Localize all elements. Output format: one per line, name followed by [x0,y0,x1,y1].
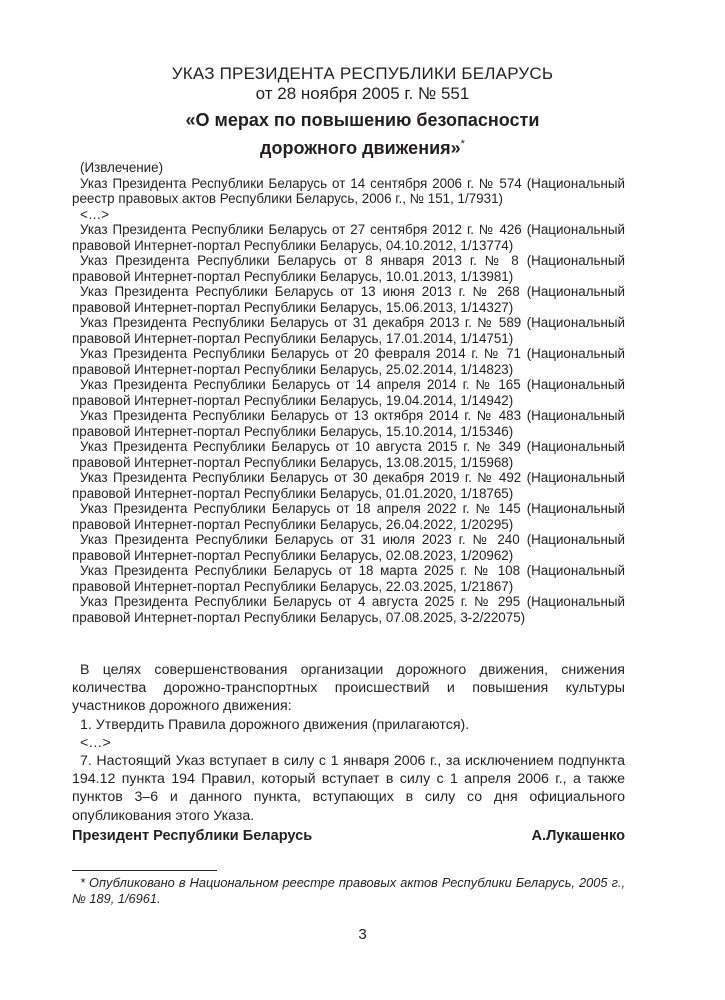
amendment-item: Указ Президента Республики Беларусь от 18 апреля 2022 г. № 145 (Национальный правовой Интернет-портал Республики Беларусь, 26.04.2022, 1/20295) [72,501,625,532]
decree-title-line-1: «О мерах по повышению безопасности [185,110,540,130]
extract-label: (Извлечение) [80,160,164,175]
amendment-item: Указ Президента Республики Беларусь от 8 января 2013 г. № 8 (Национальный правовой Интернет-портал Республики Беларусь, 10.01.2013, 1/13981) [72,253,625,284]
amendment-item: Указ Президента Республики Беларусь от 13 июня 2013 г. № 268 (Национальный правовой Интернет-портал Республики Беларусь, 15.06.2013, 1/14327) [72,284,625,315]
amendment-item: Указ Президента Республики Беларусь от 14 сентября 2006 г. № 574 (Национальный реестр правовых актов Республики Беларусь, 2006 г., № 151, 1/7931) [72,175,625,206]
omission-mark: <…> [80,206,110,222]
footnote: * Опубликовано в Национальном реестре правовых актов Республики Беларусь, 2005 г., № 189, 1/6961. [72,875,625,906]
decree-body [72,661,625,825]
omission-mark: <…> [80,734,111,751]
page-number: 3 [358,926,367,943]
signature-block [72,828,625,844]
amendment-item: Указ Президента Республики Беларусь от 20 февраля 2014 г. № 71 (Национальный правовой Интернет-портал Республики Беларусь, 25.02.2014, 1/14823) [72,346,625,377]
decree-title [0,108,725,160]
footnote-marker: * [460,138,465,150]
decree-item-7: 7. Настоящий Указ вступает в силу с 1 января 2006 г., за исключением подпункта 194.12 пункта 194 Правил, который вступает в силу с 1 апреля 2006 г., а также пунктов 3–6 и данного пункта, вступающих в силу со дня официального опубликования этого Указа. [72,753,625,824]
decree-heading: УКАЗ ПРЕЗИДЕНТА РЕСПУБЛИКИ БЕЛАРУСЬ [171,64,554,83]
amendment-item: Указ Президента Республики Беларусь от 18 марта 2025 г. № 108 (Национальный правовой Интернет-портал Республики Беларусь, 22.03.2025, 1/21867) [72,563,625,594]
amendment-item: Указ Президента Республики Беларусь от 10 августа 2015 г. № 349 (Национальный правовой Интернет-портал Республики Беларусь, 13.08.2015, 1/15968) [72,439,625,470]
amendment-item: Указ Президента Республики Беларусь от 4 августа 2025 г. № 295 (Национальный правовой Интернет-портал Республики Беларусь, 07.08.2025, 3-2/22075) [72,594,625,625]
amendment-item: Указ Президента Республики Беларусь от 31 июля 2023 г. № 240 (Национальный правовой Интернет-портал Республики Беларусь, 02.08.2023, 1/20962) [72,532,625,563]
decree-preamble: В целях совершенствования организации дорожного движения, снижения количества дорожно-транспортных происшествий и повышения культуры участников дорожного движения: [72,662,625,715]
amendment-item: Указ Президента Республики Беларусь от 30 декабря 2019 г. № 492 (Национальный правовой Интернет-портал Республики Беларусь, 01.01.2020, 1/18765) [72,470,625,501]
decree-date-number: от 28 ноября 2005 г. № 551 [255,84,470,103]
amendment-item: Указ Президента Республики Беларусь от 13 октября 2014 г. № 483 (Национальный правовой Интернет-портал Республики Беларусь, 15.10.2014, 1/15346) [72,408,625,439]
footnote-divider [72,870,217,871]
decree-title-line-2: дорожного движения» [260,138,461,158]
amendment-item: Указ Президента Республики Беларусь от 31 декабря 2013 г. № 589 (Национальный правовой Интернет-портал Республики Беларусь, 17.01.2014, 1/14751) [72,315,625,346]
signatory-name: А.Лукашенко [531,828,625,844]
amendment-item: Указ Президента Республики Беларусь от 27 сентября 2012 г. № 426 (Национальный правовой Интернет-портал Республики Беларусь, 04.10.2012, 1/13774) [72,222,625,253]
amendments-list [72,160,625,625]
decree-item-1: 1. Утвердить Правила дорожного движения (прилагаются). [80,716,470,733]
signatory-position: Президент Республики Беларусь [72,828,313,844]
amendment-item: Указ Президента Республики Беларусь от 14 апреля 2014 г. № 165 (Национальный правовой Интернет-портал Республики Беларусь, 19.04.2014, 1/14942) [72,377,625,408]
